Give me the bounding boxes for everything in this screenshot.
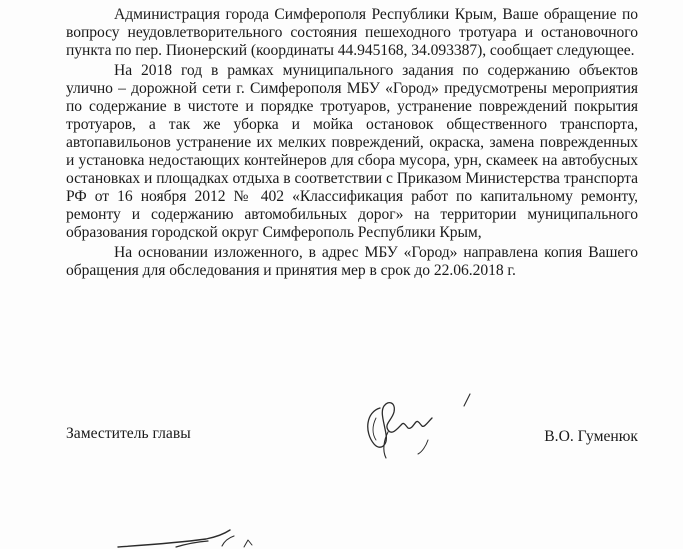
paragraph-intro: Администрация города Симферополя Республики Крым, Ваше обращение по вопросу неудовлетворительного состояния пешеходного тротуара и остановочного пункта по пер. Пионерский (координаты 44.945168, 34.093387), сообщает следующее. [66,6,638,59]
paragraph-conclusion: На основании изложенного, в адрес МБУ «Город» направлена копия Вашего обращения для обследования и принятия мер в срок до 22.06.2018 г. [66,244,638,279]
paragraph-details: На 2018 год в рамках муниципального задания по содержанию объектов улично – дорожной сети г. Симферополя МБУ «Город» предусмотрены мероприятия по содержание в чистоте и порядке тротуаров, устранение повреждений покрытия тротуаров, а так же уборка и мойка остановок общественного транспорта, автопавильонов устранение их мелких повреждений, окраска, замена поврежденных и установка недостающих контейнеров для сбора мусора, урн, скамеек на автобусных остановках и площадках отдыха в соответствии с Приказом Министерства транспорта РФ от 16 ноября 2012 № 402 «Классификация работ по капитальному ремонту, ремонту и содержанию автомобильных дорог» на территории муниципального образования городской округ Симферополь Республики Крым, [66,62,638,241]
letter-body [66,6,638,282]
partial-handwritten-mark [116,526,266,549]
signatory-position: Заместитель главы [66,425,191,442]
signature-block [66,425,638,447]
signatory-name: В.О. Гуменюк [544,428,638,445]
